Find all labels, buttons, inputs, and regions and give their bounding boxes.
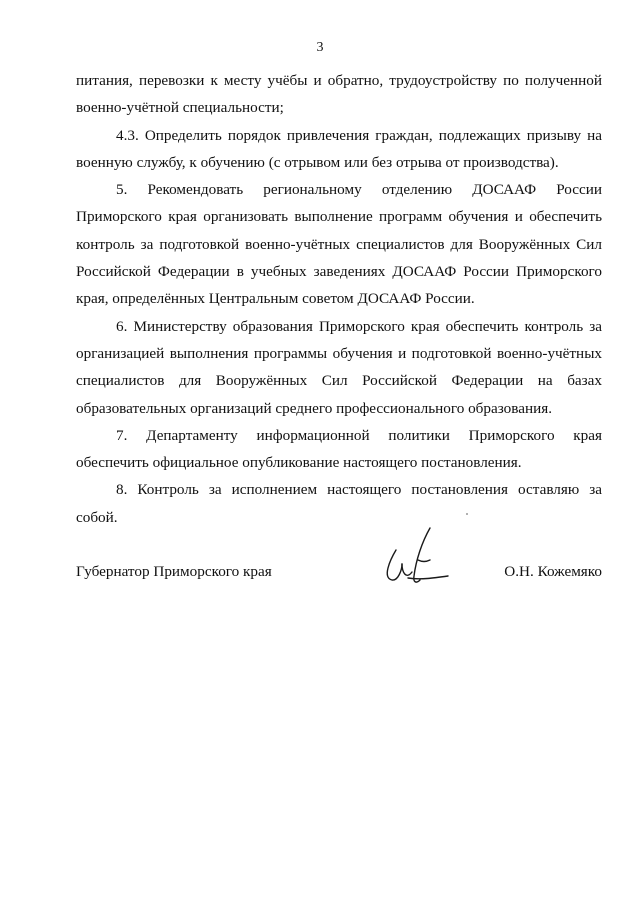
page-number: 3 <box>316 40 324 55</box>
signature-block <box>76 520 602 600</box>
paragraph-item-7: 7. Департаменту информационной политики Приморского края обеспечить официальное опубликование настоящего постановления. <box>76 426 602 472</box>
paragraph-item-8: 8. Контроль за исполнением настоящего постановления оставляю за собой. <box>76 481 602 526</box>
paragraph-item-4-3: 4.3. Определить порядок привлечения граждан, подлежащих призыву на военную службу, к обучению (с отрывом или без отрыва от производства). <box>76 126 602 171</box>
scan-speck <box>466 513 468 515</box>
paragraph-continuation: питания, перевозки к месту учёбы и обратно, трудоустройству по полученной военно-учётной специальности; <box>76 72 602 117</box>
document-body <box>76 67 602 531</box>
signatory-role: Губернатор Приморского края <box>76 563 272 580</box>
paragraph-item-6: 6. Министерству образования Приморского края обеспечить контроль за организацией выполнения программы обучения и подготовкой военно-учётных специалистов для Вооружённых Сил Российской Федерации на базах образовательных организаций среднего профессионального образования. <box>76 317 602 417</box>
signatory-name: О.Н. Кожемяко <box>504 563 602 580</box>
paragraph-item-5: 5. Рекомендовать региональному отделению ДОСААФ России Приморского края организовать выполнение программ обучения и обеспечить контроль за подготовкой военно-учётных специалистов для Вооружённых Сил Российской Федерации в учебных заведениях ДОСААФ России Приморского края, определённых Центральным советом ДОСААФ России. <box>76 181 602 308</box>
handwritten-signature <box>372 520 452 600</box>
